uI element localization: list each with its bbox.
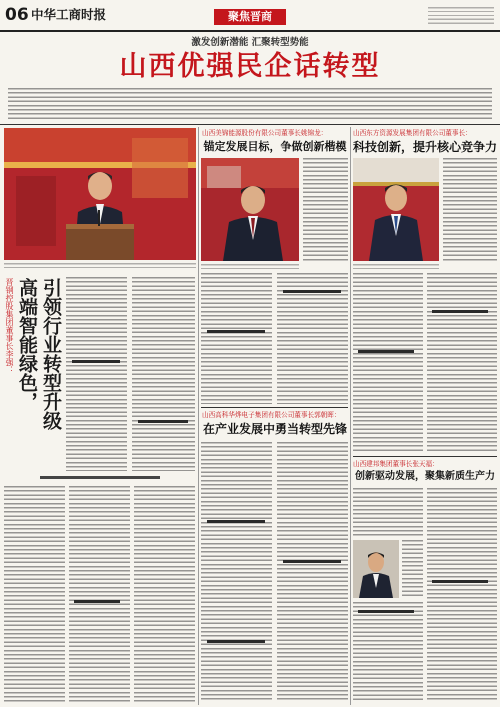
article-1-headline-line2: 引领行业转型升级 [40, 278, 62, 430]
article-4-subhead [207, 520, 265, 523]
article-2-body-col-a [201, 273, 272, 404]
paper-name: 中华工商时报 [31, 7, 107, 22]
masthead-rule [0, 30, 500, 32]
article-1-subhead [72, 360, 120, 363]
article-5-photo [353, 540, 399, 598]
article-3-body-col-a [353, 273, 423, 453]
section-label: 聚焦晋商 [214, 9, 286, 25]
article-4-body-col-b [277, 442, 348, 702]
article-5-subhead [432, 580, 488, 583]
intro-rule [0, 124, 500, 125]
feature-intro-text [8, 88, 492, 121]
article-3-body-side [443, 158, 497, 262]
article-1-body-col-e [134, 486, 195, 702]
article-1-subhead [40, 476, 160, 479]
article-1-subhead [138, 420, 188, 423]
article-3-photo-caption [353, 264, 439, 270]
article-2-headline: 锚定发展目标，争做创新楷模 [203, 140, 347, 153]
article-5-body-col-b [427, 488, 497, 702]
article-2-byline: 山西美锦能源股份有限公司董事长姚锦龙： [202, 129, 328, 137]
article-2-end-rule [201, 407, 348, 408]
article-2-body-side [303, 158, 348, 262]
article-3-body-col-b [427, 273, 497, 453]
article-1-photo [4, 128, 196, 260]
article-2-subhead [207, 330, 265, 333]
article-1-headline-line1: 高端智能绿色， [16, 278, 38, 411]
article-1-body-col-b [132, 277, 195, 471]
article-5-byline: 山西建邦集团董事长张天福： [353, 460, 439, 468]
article-2-subhead [283, 290, 341, 293]
date-info-block [428, 7, 494, 25]
article-2-photo [201, 158, 299, 261]
article-5-body-col-a-lower [353, 602, 423, 702]
column-divider-left [198, 127, 199, 705]
article-3-subhead [358, 350, 414, 353]
article-3-subhead [432, 310, 488, 313]
column-divider-right [350, 127, 351, 705]
article-4-body-col-a [201, 442, 272, 702]
article-2-photo-caption [201, 264, 299, 270]
article-1-photo-caption [4, 263, 196, 270]
article-5-body-col-a [353, 488, 423, 536]
article-4-headline: 在产业发展中勇当转型先锋 [202, 422, 347, 436]
article-3-photo [353, 158, 439, 261]
article-4-subhead [207, 640, 265, 643]
article-1-body-col-d [69, 486, 130, 702]
article-4-subhead [283, 560, 341, 563]
article-5-body-photo-side [402, 540, 423, 598]
article-5-subhead [358, 610, 414, 613]
article-1-subhead [74, 600, 120, 603]
article-1-body-col-c [4, 486, 65, 702]
feature-title: 山西优强民企话转型 [119, 51, 381, 82]
page-number: 06 [5, 5, 29, 25]
article-1-byline: 晋钢控股集团董事长李强： [5, 278, 14, 374]
article-3-headline: 科技创新，提升核心竞争力 [352, 140, 497, 154]
article-5-headline: 创新驱动发展，聚集新质生产力 [355, 471, 495, 482]
article-1-body-col-a [66, 277, 127, 471]
article-3-byline: 山西东方资源发展集团有限公司董事长： [353, 129, 472, 137]
article-3-end-rule [353, 456, 497, 457]
feature-subtitle: 激发创新潜能 汇聚转型势能 [191, 37, 309, 48]
article-4-byline: 山西高科华烨电子集团有限公司董事长郭朝晖： [202, 411, 341, 419]
